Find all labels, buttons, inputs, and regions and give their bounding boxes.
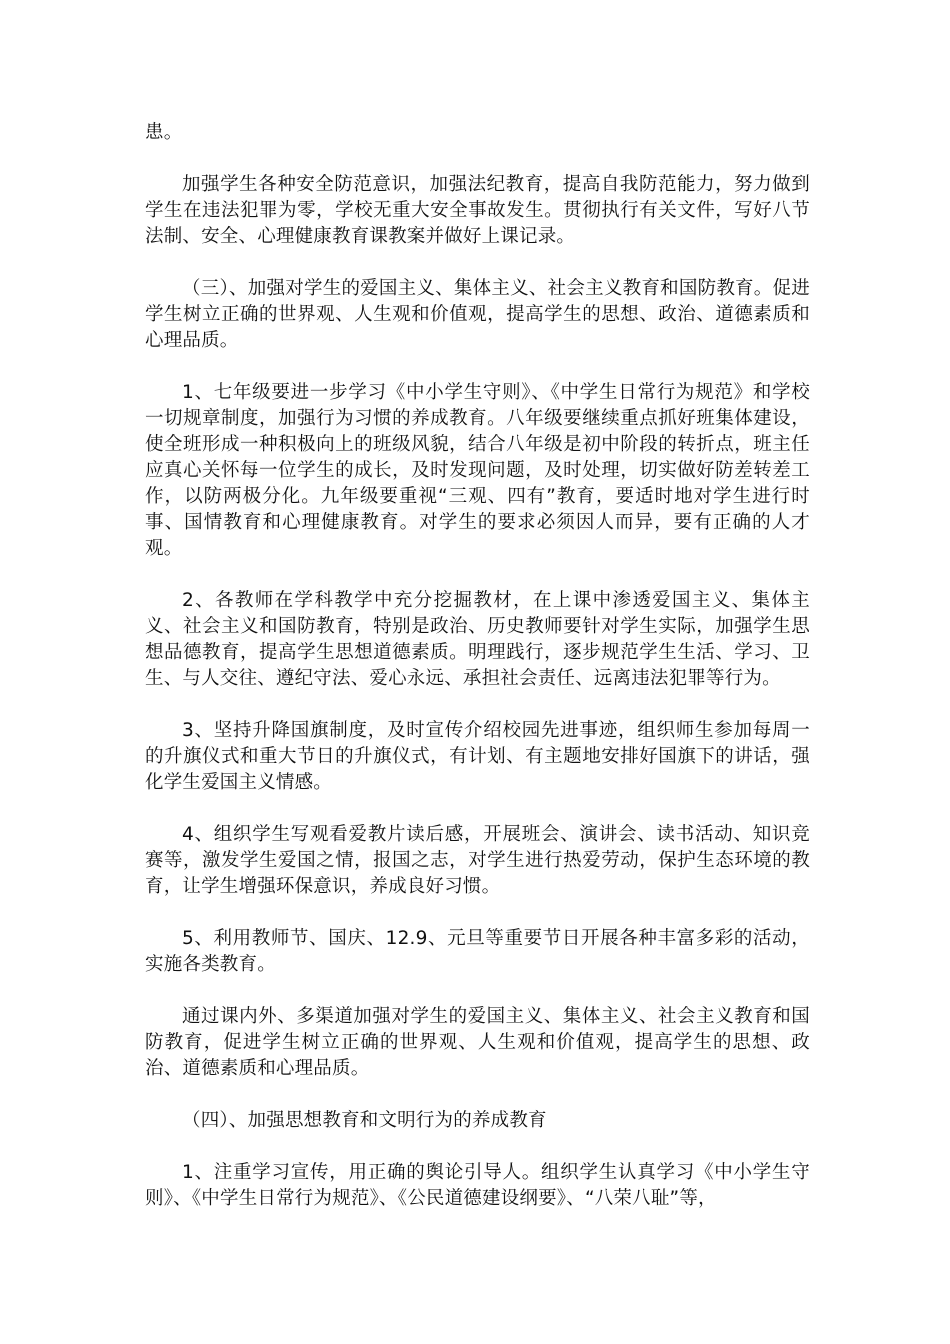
paragraph-section4-item-1: 1、注重学习宣传，用正确的舆论引导人。组织学生认真学习《中小学生守则》、《中学生日常行为规范》、《公民道德建设纲要》、“八荣八耻”等， [145, 1162, 810, 1209]
paragraph-item-5: 5、利用教师节、国庆、12.9、元旦等重要节日开展各种丰富多彩的活动，实施各类教育。 [145, 928, 810, 975]
paragraph-item-4: 4、组织学生写观看爱教片读后感，开展班会、演讲会、读书活动、知识竞赛等，激发学生爱国之情，报国之志，对学生进行热爱劳动，保护生态环境的教育，让学生增强环保意识，养成良好习惯。 [145, 824, 810, 897]
paragraph-summary: 通过课内外、多渠道加强对学生的爱国主义、集体主义、社会主义教育和国防教育，促进学生树立正确的世界观、人生观和价值观，提高学生的思想、政治、道德素质和心理品质。 [145, 1006, 810, 1079]
paragraph-item-1: 1、七年级要进一步学习《中小学生守则》、《中学生日常行为规范》和学校一切规章制度，加强行为习惯的养成教育。八年级要继续重点抓好班集体建设，使全班形成一种积极向上的班级风貌，结合八年级是初中阶段的转折点，班主任应真心关怀每一位学生的成长，及时发现问题，及时处理，切实做好防差转差工作，以防两极分化。九年级要重视“三观、四有”教育，要适时地对学生进行时事、国情教育和心理健康教育。对学生的要求必须因人而异，要有正确的人才观。 [145, 382, 810, 559]
section-heading-4: （四）、加强思想教育和文明行为的养成教育 [182, 1110, 547, 1131]
paragraph-item-2: 2、各教师在学科教学中充分挖掘教材，在上课中渗透爱国主义、集体主义、社会主义和国防教育，特别是政治、历史教师要针对学生实际，加强学生思想品德教育，提高学生思想道德素质。明理践行，逐步规范学生生活、学习、卫生、与人交往、遵纪守法、爱心永远、承担社会责任、远离违法犯罪等行为。 [145, 590, 810, 689]
paragraph-safety-education: 加强学生各种安全防范意识，加强法纪教育，提高自我防范能力，努力做到学生在违法犯罪为零，学校无重大安全事故发生。贯彻执行有关文件，写好八节法制、安全、心理健康教育课教案并做好上课记录。 [145, 174, 810, 247]
section-heading-3: （三）、加强对学生的爱国主义、集体主义、社会主义教育和国防教育。促进学生树立正确的世界观、人生观和价值观，提高学生的思想、政治、道德素质和心理品质。 [145, 278, 810, 351]
paragraph-continuation: 患。 [145, 122, 183, 143]
document-body [145, 120, 810, 1212]
paragraph-item-3: 3、坚持升降国旗制度，及时宣传介绍校园先进事迹，组织师生参加每周一的升旗仪式和重大节日的升旗仪式，有计划、有主题地安排好国旗下的讲话，强化学生爱国主义情感。 [145, 720, 810, 793]
